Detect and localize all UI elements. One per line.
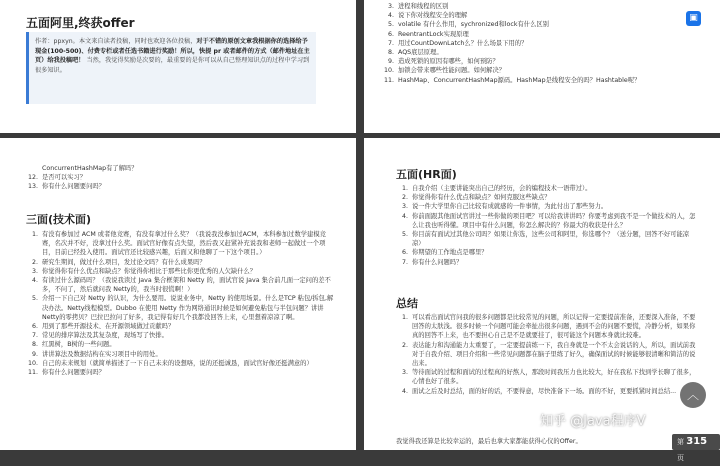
list-item-number: 7. bbox=[31, 332, 38, 340]
list-item-number: 6. bbox=[401, 249, 408, 257]
list-item-text: 你有什么问题要问吗？ bbox=[42, 369, 105, 377]
list-item-number: 8. bbox=[387, 49, 394, 57]
list-item bbox=[26, 340, 336, 349]
question-list-second-round bbox=[382, 2, 712, 85]
list-item-number: 3. bbox=[401, 369, 408, 377]
list-item-number: 5. bbox=[387, 21, 394, 29]
list-item bbox=[26, 258, 336, 267]
list-item-number: 9. bbox=[31, 350, 38, 358]
list-item bbox=[396, 248, 696, 257]
list-item-number: 6. bbox=[387, 30, 394, 38]
list-item bbox=[26, 350, 336, 359]
list-item-number: 12. bbox=[27, 174, 38, 182]
list-item-number: 7. bbox=[401, 258, 408, 266]
translate-icon: ▣ bbox=[689, 13, 698, 23]
page-suffix: 页 bbox=[677, 454, 684, 462]
list-item-number: 1. bbox=[401, 185, 408, 192]
list-item bbox=[26, 294, 336, 322]
list-item bbox=[396, 341, 696, 369]
quote-text-outro: 当然，我觉得奖励是次要的，最重要的是你可以从自己整理知识点的过程中学习到很多知识。 bbox=[35, 57, 310, 74]
question-list-continued bbox=[26, 164, 336, 192]
list-item-text: volatile 有什么作用，sychronized和lock有什么区别 bbox=[398, 21, 549, 29]
page-number-badge bbox=[672, 434, 720, 462]
list-item-number: 2. bbox=[31, 258, 38, 266]
list-item-number: 2. bbox=[401, 194, 408, 202]
list-item bbox=[396, 387, 696, 396]
list-item-number: 10. bbox=[383, 67, 394, 75]
list-item bbox=[396, 184, 696, 193]
list-item-number: 9. bbox=[387, 58, 394, 66]
list-item bbox=[26, 331, 336, 340]
list-item-text: 面试之后及时总结，面的好的话，不要得意，尽快准备下一场。面的不好，更要抓紧时间总结... bbox=[412, 387, 677, 395]
list-item-number: 7. bbox=[387, 39, 394, 47]
document-page-4 bbox=[364, 138, 720, 450]
summary-list bbox=[396, 313, 696, 396]
list-item bbox=[26, 230, 336, 258]
list-item bbox=[382, 11, 712, 20]
list-item-number: 11. bbox=[27, 369, 38, 377]
list-item bbox=[382, 39, 712, 48]
list-item-text: 有没有参加过 ACM 或者他竞赛，有没有拿过什么奖？（我说我没参加过ACM，本科参加过数学建模竞赛，名次并不好，没拿过什么奖。面试官好像有点失望，然后我又赶紧补充说我和老师一起做过一个项目，目前已经投入使用。面试官还比较感兴趣，后面又和他聊了一下这个项目。） bbox=[42, 231, 326, 257]
list-item bbox=[382, 20, 712, 29]
list-item-text: 是否可以实习？ bbox=[42, 174, 87, 182]
list-item-text: 你目前有面试过其他公司吗？如果让你选，这些公司和阿里，你选哪个？（送分题，回答不好可能凉凉） bbox=[412, 231, 690, 248]
scroll-to-top-button[interactable] bbox=[680, 382, 706, 408]
list-item-text: ReentrantLock实现原理 bbox=[398, 30, 469, 38]
list-item bbox=[382, 57, 712, 66]
list-item-number: 3. bbox=[387, 3, 394, 10]
list-item-text: 加锁会带来哪些性能问题。如何解决？ bbox=[398, 67, 506, 75]
list-item-text: 可以看出面试官问我的很多问题都是比较常见的问题，所以记得一定要提前准备，还要深入准备，不要回答的太肤浅。很多时候一个问题可能会牵扯出很多问题，遇到不会的问题不要慌，冷静分析，如果你真的回答不上来，也不要担心自己是不是就要挂了，很可能这个问题本身就比较难。 bbox=[412, 314, 696, 340]
page-prefix: 第 bbox=[677, 438, 684, 446]
list-item-number: 6. bbox=[31, 323, 38, 331]
list-item-text: 介绍一下自己对 Netty 的认识，为什么要用。说说业务中，Netty 的使用场景。什么是TCP 粘包/拆包,解决办法。Netty线程模型。Dubbo 在使用 Netty 作为网络通讯时候是如何避免粘包与半包问题？讲讲Netty的零拷贝？巴拉巴拉问了好多，我记得有好几个我都没回答上来，心里想着凉凉了啊。 bbox=[42, 295, 334, 321]
list-item-text: 进程和线程的区别 bbox=[398, 3, 449, 10]
list-item-number: 2. bbox=[401, 341, 408, 349]
list-item bbox=[396, 368, 696, 386]
closing-line: 我觉得我还算是比较幸运的，最后也拿大家都能获得心仪的Offer。 bbox=[396, 438, 582, 445]
list-item bbox=[382, 66, 712, 75]
list-item bbox=[382, 48, 712, 57]
chevron-up-icon: ︿ bbox=[686, 388, 699, 402]
quote-text-bold: 对于不错的原创文章我根据你的选择给予现金(100-500)、付费专栏或者任选书籍进行奖励！所以，快提 pr 或者邮件的方式（邮件地址在主页）给我投稿吧！ bbox=[35, 38, 310, 65]
list-item-text: 你前面跟其他面试官讲过一些你做的项目吧？可以给我讲讲吗？你要考虑到我不是一个做技术的人，怎么让我也听得懂。项目中有什么问题，你怎么解决的？你最大的收获是什么？ bbox=[412, 212, 696, 229]
section-heading-hr-round: 五面(HR面) bbox=[396, 168, 457, 181]
list-item-number: 3. bbox=[401, 203, 408, 211]
translate-button[interactable] bbox=[686, 11, 701, 26]
list-item bbox=[396, 212, 696, 230]
list-item bbox=[26, 182, 336, 191]
list-item-number: 11. bbox=[383, 76, 394, 84]
document-page-2 bbox=[364, 0, 720, 133]
list-item-text: 你期望的工作地点是哪里？ bbox=[412, 249, 488, 257]
list-item-number: 1. bbox=[401, 314, 408, 321]
list-item-number: 4. bbox=[387, 12, 394, 20]
section-heading-third-round: 三面(技术面) bbox=[26, 213, 92, 226]
list-item-text: 表达能力和沟通能力太重要了，一定要提前练一下，我自身就是一个不太会说话的人，所以，面试前我对于自我介绍、项目介绍和一些常见问题都在脑子里练了好久，确保面试的时候能够很清晰和简洁的说出来。 bbox=[412, 341, 696, 368]
list-item-number: 5. bbox=[401, 231, 408, 239]
list-item bbox=[396, 230, 696, 248]
list-item bbox=[26, 368, 336, 377]
list-item-text: 研究生期间，做过什么项目，发过论文吗？有什么成果吗？ bbox=[42, 258, 206, 266]
list-item-text: 自己的未来规划（就简单描述了一下自己未来的设想咯，说的还挺诚恳，面试官好像还挺满意的） bbox=[42, 359, 313, 367]
list-item-number: 3. bbox=[31, 267, 38, 275]
list-item-text: 说一件大学里你自己比较有成就感的一件事情，为此付出了那些努力。 bbox=[412, 203, 608, 211]
page-number: 315 bbox=[686, 436, 708, 447]
list-item-text: 红黑树，B树的一些问题。 bbox=[42, 341, 116, 349]
list-item-text: 有读过什么源码吗？（我说我读过 Java 集合框架和 Netty 的，面试官说 Java 集合前几面一定问的差不多，不问了，然后就问我 Netty的，我当时很慌啊！） bbox=[42, 277, 331, 294]
list-item-text: 你有什么问题吗？ bbox=[412, 258, 463, 266]
quote-text-intro: 作者：ppxyn。本文来自读者投稿，同时也欢迎各位投稿， bbox=[35, 38, 197, 45]
list-item-number: 4. bbox=[401, 387, 408, 395]
list-item-text: 讲讲算法及数据结构在实习项目中的用处。 bbox=[42, 350, 162, 358]
list-item-text: HashMap、ConcurrentHashMap源码。HashMap是线程安全的吗？Hashtable呢？ bbox=[398, 76, 641, 84]
document-page-3 bbox=[0, 138, 356, 450]
list-item-text: 用到了那些开源技术、在开源领域做过贡献吗？ bbox=[42, 323, 175, 331]
list-item-number: 5. bbox=[31, 295, 38, 303]
list-item bbox=[396, 193, 696, 202]
author-quote-block bbox=[26, 32, 316, 104]
list-item bbox=[26, 322, 336, 331]
list-item bbox=[396, 202, 696, 211]
list-item bbox=[396, 313, 696, 341]
list-item bbox=[396, 258, 696, 267]
list-item-text: 造成死锁的原因有哪些，如何预防？ bbox=[398, 58, 499, 66]
list-item-text: AQS底层原理。 bbox=[398, 49, 443, 57]
watermark-text: 知乎 @Java程序V bbox=[540, 414, 646, 429]
list-item-text: 你觉得你有什么优点和缺点？你觉得你相比于那些比你更优秀的人欠缺什么？ bbox=[42, 267, 257, 275]
list-item-text: 你觉得你有什么优点和缺点？如何克服这些缺点？ bbox=[412, 194, 551, 202]
document-page-1 bbox=[0, 0, 356, 133]
list-item bbox=[26, 359, 336, 368]
question-list-third-round bbox=[26, 230, 336, 377]
section-heading-five-rounds: 五面阿里,终获offer bbox=[26, 16, 135, 30]
list-item-text: 等待面试的过程和面试的过程真的好熬人，那段时间我压力也比较大，好在我私下找到学长聊了很多，心情也好了很多。 bbox=[412, 369, 696, 386]
list-item-number: 4. bbox=[401, 212, 408, 220]
list-item-number: 13. bbox=[27, 183, 38, 191]
list-item bbox=[382, 30, 712, 39]
list-item bbox=[26, 164, 336, 173]
list-item-number: 8. bbox=[31, 341, 38, 349]
list-item bbox=[26, 276, 336, 294]
list-item bbox=[26, 267, 336, 276]
list-item-text: 用过CountDownLatch么？什么场景下用的？ bbox=[398, 39, 528, 47]
list-item bbox=[382, 2, 712, 11]
list-item-text: 自我介绍（主要讲能突出自己的经历，会的编程技术一语带过）。 bbox=[412, 185, 592, 192]
section-heading-summary: 总结 bbox=[396, 297, 418, 310]
list-item-number: 10. bbox=[27, 359, 38, 367]
list-item-text: 常见的排序算法及其复杂度，现场写了快排。 bbox=[42, 332, 168, 340]
list-item-text: ConcurrentHashMap有了解吗？ bbox=[42, 165, 138, 172]
list-item bbox=[382, 76, 712, 85]
question-list-hr-round bbox=[396, 184, 696, 267]
list-item-text: 你有什么问题要问吗？ bbox=[42, 183, 105, 191]
list-item-text: 说下你对线程安全的理解 bbox=[398, 12, 468, 20]
list-item-number: 4. bbox=[31, 277, 38, 285]
list-item bbox=[26, 173, 336, 182]
list-item-number: 1. bbox=[31, 231, 38, 238]
